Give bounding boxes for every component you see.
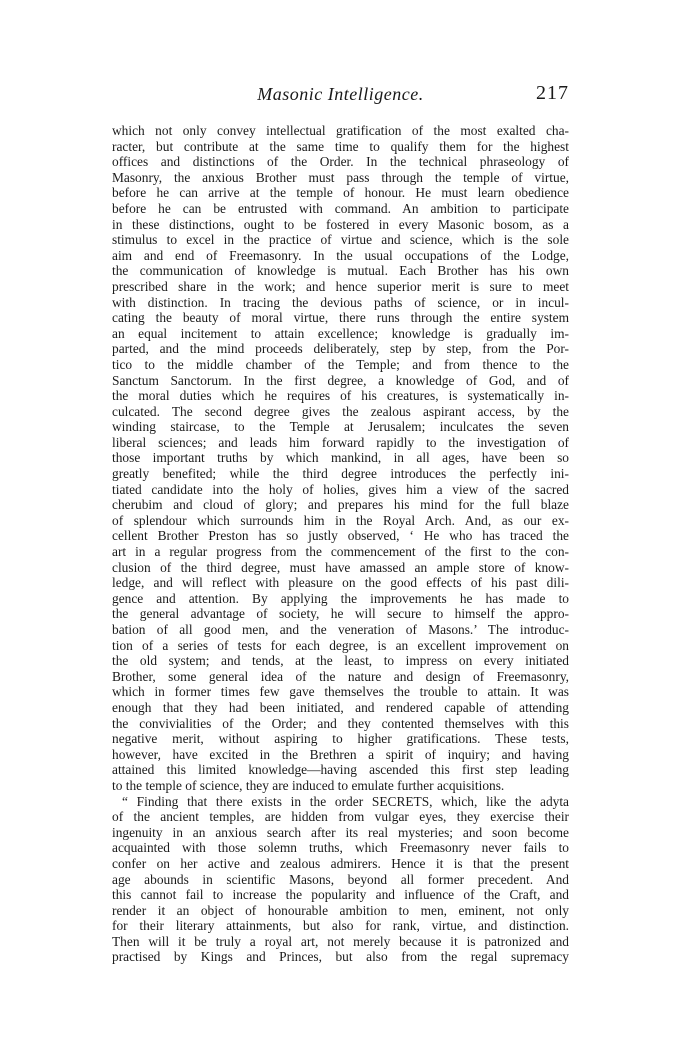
text-line: confer on her active and zealous admirers. Hence it is that the present	[112, 855, 569, 871]
text-line: of the ancient temples, are hidden from vulgar eyes, they exercise their	[112, 809, 569, 825]
page-header	[112, 84, 569, 106]
text-line: age abounds in scientific Masons, beyond all former precedent. And	[112, 871, 569, 887]
text-line: the general advantage of society, he will secure to himself the appro-	[112, 606, 569, 622]
text-line: Brother, some general idea of the nature and design of Freemasonry,	[112, 668, 569, 684]
text-line: stimulus to excel in the practice of virtue and science, which is the sole	[112, 232, 569, 248]
text-line: prescribed share in the work; and hence superior merit is sure to meet	[112, 278, 569, 294]
text-line: with distinction. In tracing the devious paths of science, or in incul-	[112, 294, 569, 310]
text-line: however, have excited in the Brethren a spirit of inquiry; and having	[112, 746, 569, 762]
text-line: negative merit, without aspiring to higher gratifications. These tests,	[112, 731, 569, 747]
text-line: the convivialities of the Order; and they contented themselves with this	[112, 715, 569, 731]
text-line: the communication of knowledge is mutual. Each Brother has his own	[112, 263, 569, 279]
text-line: acquainted with those solemn truths, which Freemasonry never fails to	[112, 840, 569, 856]
text-line: gence and attention. By applying the improvements he has made to	[112, 590, 569, 606]
text-line: tion of a series of tests for each degree, is an excellent improvement on	[112, 637, 569, 653]
text-line: cating the beauty of moral virtue, there runs through the entire system	[112, 310, 569, 326]
text-line: tico to the middle chamber of the Temple; and from thence to the	[112, 356, 569, 372]
text-line: in these distinctions, ought to be fostered in every Masonic bosom, as a	[112, 216, 569, 232]
text-line: ledge, and will reflect with pleasure on the good effects of his past dili-	[112, 575, 569, 591]
text-line: cellent Brother Preston has so justly observed, ‘ He who has traced the	[112, 528, 569, 544]
page-number: 217	[536, 82, 569, 104]
text-line: to the temple of science, they are induced to emulate further acquisitions.	[112, 777, 505, 793]
text-line: those important truths by which mankind, in all ages, have been so	[112, 450, 569, 466]
text-line: an equal incitement to attain excellence; knowledge is gradually im-	[112, 325, 569, 341]
text-line: the moral duties which he requires of his creatures, is systematically in-	[112, 388, 569, 404]
text-line: cherubim and cloud of glory; and prepares his mind for the full blaze	[112, 497, 569, 513]
text-line: “ Finding that there exists in the order SECRETS, which, like the adyta	[122, 793, 569, 809]
text-line: winding staircase, to the Temple at Jerusalem; inculcates the seven	[112, 419, 569, 435]
text-line: attained this limited knowledge—having ascended this first step leading	[112, 762, 569, 778]
text-line: the old system; and tends, at the least, to impress on every initiated	[112, 653, 569, 669]
text-line: this cannot fail to increase the popularity and influence of the Craft, and	[112, 887, 569, 903]
text-line: practised by Kings and Princes, but also from the regal supremacy	[112, 949, 569, 965]
text-line: parted, and the mind proceeds deliberately, step by step, from the Por-	[112, 341, 569, 357]
text-line: culcated. The second degree gives the zealous aspirant access, by the	[112, 403, 569, 419]
text-line: greatly benefited; while the third degree introduces the perfectly ini-	[112, 466, 569, 482]
text-line: Masonry, the anxious Brother must pass through the temple of virtue,	[112, 169, 569, 185]
text-line: of splendour which surrounds him in the Royal Arch. And, as our ex-	[112, 512, 569, 528]
text-line: bation of all good men, and the veneration of Masons.’ The introduc-	[112, 622, 569, 637]
running-title: Masonic Intelligence.	[257, 84, 424, 104]
text-line: racter, but contribute at the same time to qualify them for the highest	[112, 138, 569, 154]
text-line: offices and distinctions of the Order. In the technical phraseology of	[112, 154, 569, 170]
text-line: render it an object of honourable ambition to men, eminent, not only	[112, 902, 569, 918]
text-line: aim and end of Freemasonry. In the usual occupations of the Lodge,	[112, 247, 569, 263]
text-line: liberal sciences; and leads him forward rapidly to the investigation of	[112, 434, 569, 450]
text-line: clusion of the third degree, must have amassed an ample store of know-	[112, 559, 569, 575]
text-line: tiated candidate into the holy of holies, gives him a view of the sacred	[112, 481, 569, 497]
text-line: which in former times few gave themselves the trouble to attain. It was	[112, 684, 569, 700]
text-line: for their literary attainments, but also for rank, virtue, and distinction.	[112, 918, 569, 934]
body-text	[112, 123, 569, 965]
text-line: before he can be entrusted with command. An ambition to participate	[112, 200, 569, 216]
text-line: ingenuity in an anxious search after its real mysteries; and soon become	[112, 824, 569, 840]
text-line: art in a regular progress from the commencement of the first to the con-	[112, 544, 569, 560]
text-line: which not only convey intellectual gratification of the most exalted cha-	[112, 123, 569, 138]
text-line: before he can arrive at the temple of honour. He must learn obedience	[112, 185, 569, 201]
text-line: Then will it be truly a royal art, not merely because it is patronized and	[112, 933, 569, 949]
text-line: Sanctum Sanctorum. In the first degree, a knowledge of God, and of	[112, 372, 569, 388]
text-line: enough that they had been initiated, and rendered capable of attending	[112, 699, 569, 715]
